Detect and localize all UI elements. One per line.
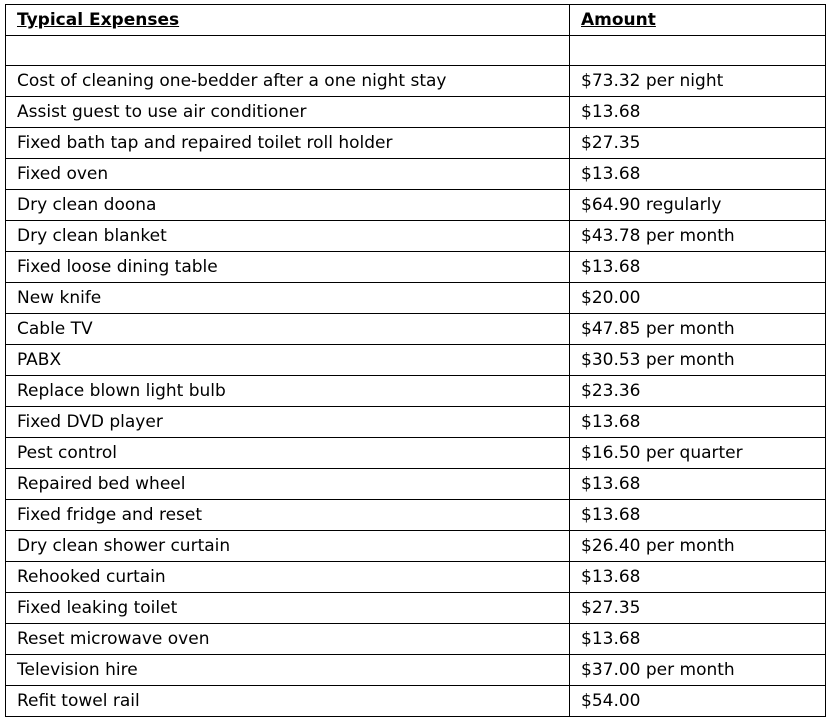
table-body [6, 36, 826, 717]
table-row [6, 376, 826, 407]
table-row [6, 36, 826, 66]
expense-description-cell: Replace blown light bulb [6, 376, 570, 407]
expense-amount-cell [570, 36, 826, 66]
expense-description-cell: Fixed loose dining table [6, 252, 570, 283]
expense-description-cell: Dry clean doona [6, 190, 570, 221]
expense-description-cell [6, 36, 570, 66]
expense-description-cell: Repaired bed wheel [6, 469, 570, 500]
expense-description-cell: New knife [6, 283, 570, 314]
expenses-table [5, 4, 826, 717]
table-row [6, 283, 826, 314]
expense-description-cell: Fixed DVD player [6, 407, 570, 438]
table-row [6, 469, 826, 500]
table-row [6, 66, 826, 97]
table-row [6, 562, 826, 593]
expense-amount-cell: $30.53 per month [570, 345, 826, 376]
expense-amount-cell: $13.68 [570, 252, 826, 283]
expense-description-cell: Dry clean shower curtain [6, 531, 570, 562]
expense-description-cell: Rehooked curtain [6, 562, 570, 593]
expense-amount-cell: $13.68 [570, 159, 826, 190]
table-row [6, 438, 826, 469]
expense-amount-cell: $13.68 [570, 469, 826, 500]
table-row [6, 655, 826, 686]
expense-amount-cell: $13.68 [570, 407, 826, 438]
expense-amount-cell: $13.68 [570, 562, 826, 593]
expense-amount-cell: $26.40 per month [570, 531, 826, 562]
expense-description-cell: Refit towel rail [6, 686, 570, 717]
expense-description-cell: Fixed fridge and reset [6, 500, 570, 531]
expense-description-cell: Reset microwave oven [6, 624, 570, 655]
header-amount: Amount [570, 5, 826, 36]
table-row [6, 221, 826, 252]
expense-amount-cell: $16.50 per quarter [570, 438, 826, 469]
expense-amount-cell: $13.68 [570, 624, 826, 655]
expense-amount-cell: $13.68 [570, 500, 826, 531]
table-row [6, 345, 826, 376]
expense-description-cell: Fixed bath tap and repaired toilet roll holder [6, 128, 570, 159]
header-typical-expenses: Typical Expenses [6, 5, 570, 36]
table-row [6, 159, 826, 190]
expense-amount-cell: $13.68 [570, 97, 826, 128]
expense-description-cell: PABX [6, 345, 570, 376]
table-row [6, 97, 826, 128]
expense-amount-cell: $27.35 [570, 593, 826, 624]
expense-description-cell: Cable TV [6, 314, 570, 345]
table-row [6, 593, 826, 624]
expense-amount-cell: $27.35 [570, 128, 826, 159]
table-row [6, 252, 826, 283]
table-row [6, 531, 826, 562]
table-row [6, 128, 826, 159]
table-row [6, 190, 826, 221]
expense-amount-cell: $73.32 per night [570, 66, 826, 97]
expense-description-cell: Dry clean blanket [6, 221, 570, 252]
expense-description-cell: Fixed oven [6, 159, 570, 190]
table-row [6, 407, 826, 438]
expense-description-cell: Cost of cleaning one-bedder after a one night stay [6, 66, 570, 97]
expense-amount-cell: $20.00 [570, 283, 826, 314]
expense-amount-cell: $64.90 regularly [570, 190, 826, 221]
table-header-row [6, 5, 826, 36]
expense-amount-cell: $47.85 per month [570, 314, 826, 345]
table-row [6, 314, 826, 345]
expense-description-cell: Television hire [6, 655, 570, 686]
table-row [6, 624, 826, 655]
expense-description-cell: Pest control [6, 438, 570, 469]
expense-description-cell: Fixed leaking toilet [6, 593, 570, 624]
expense-amount-cell: $43.78 per month [570, 221, 826, 252]
table-row [6, 500, 826, 531]
expense-description-cell: Assist guest to use air conditioner [6, 97, 570, 128]
table-row [6, 686, 826, 717]
expense-amount-cell: $37.00 per month [570, 655, 826, 686]
expense-amount-cell: $23.36 [570, 376, 826, 407]
expense-amount-cell: $54.00 [570, 686, 826, 717]
